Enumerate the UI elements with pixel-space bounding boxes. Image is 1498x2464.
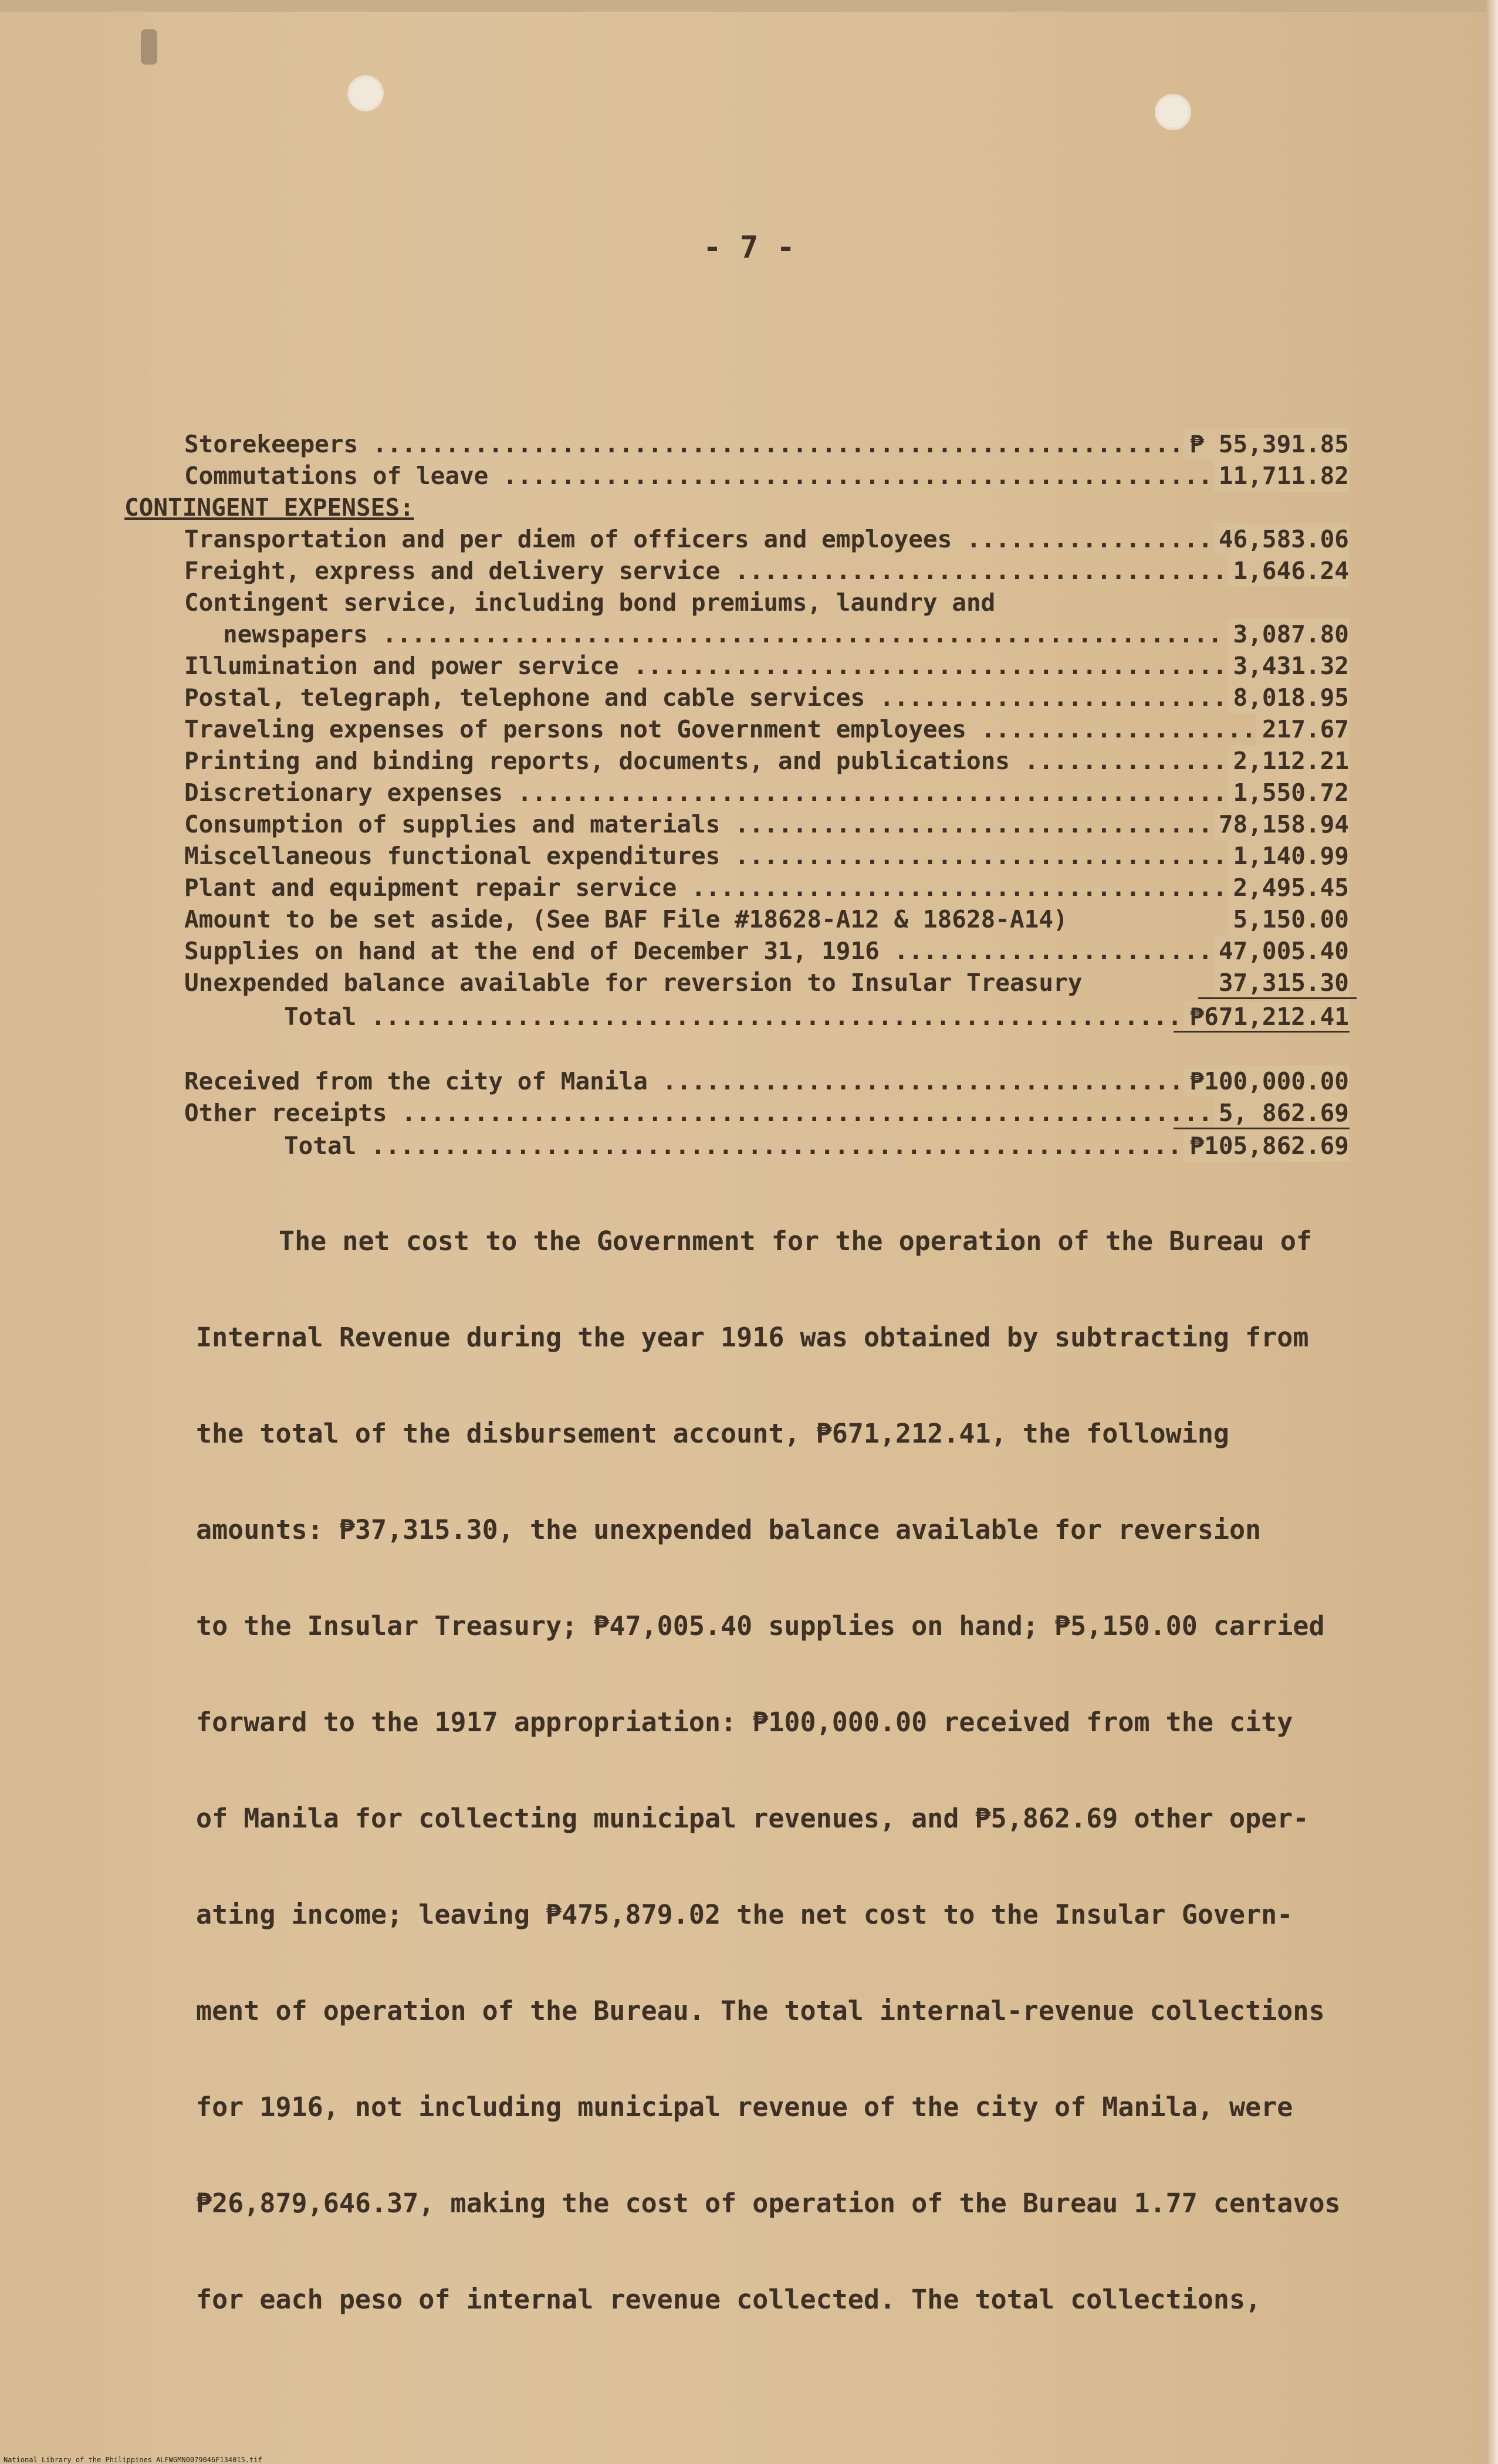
ledger-label: Traveling expenses of persons not Government employees ..... bbox=[184, 713, 1349, 745]
receipt-amount: ₱105,862.69 bbox=[1183, 1130, 1349, 1162]
punch-hole-right bbox=[1155, 94, 1191, 130]
ledger-amount: 8,018.95 bbox=[1228, 682, 1349, 713]
ledger-amount: ₱671,212.41 bbox=[1183, 1001, 1349, 1033]
ledger-label: Plant and equipment repair service ..... bbox=[184, 872, 1349, 903]
ledger-row bbox=[184, 428, 1349, 460]
page-number: - 7 - bbox=[703, 230, 795, 265]
receipt-label: Total ..... bbox=[284, 1130, 1349, 1162]
ledger-row bbox=[184, 903, 1349, 935]
receipt-label: Received from the city of Manila ..... bbox=[184, 1065, 1349, 1097]
paragraph-line: Internal Revenue during the year 1916 was obtained by subtracting from bbox=[196, 1322, 1309, 1353]
paragraph-line: forward to the 1917 appropriation: ₱100,000.00 received from the city bbox=[196, 1707, 1293, 1738]
ledger-label: Freight, express and delivery service ..... bbox=[184, 555, 1349, 587]
paragraph-line: to the Insular Treasury; ₱47,005.40 supplies on hand; ₱5,150.00 carried bbox=[196, 1610, 1325, 1641]
receipt-row bbox=[184, 1097, 1349, 1129]
ledger-label: Illumination and power service ..... bbox=[184, 650, 1349, 682]
ledger-row bbox=[184, 777, 1349, 808]
ledger-amount: ₱ 55,391.85 bbox=[1183, 428, 1349, 460]
ledger-amount: 2,495.45 bbox=[1228, 872, 1349, 903]
ledger-row bbox=[184, 555, 1349, 587]
section-heading: CONTINGENT EXPENSES: bbox=[124, 493, 414, 522]
ledger-label: Storekeepers ..... bbox=[184, 428, 1349, 460]
ledger-label: Printing and binding reports, documents, and publications ..... bbox=[184, 745, 1349, 777]
receipt-amount: 5, 862.69 bbox=[1213, 1097, 1349, 1129]
ledger-row bbox=[184, 460, 1349, 492]
receipt-label: Other receipts ..... bbox=[184, 1097, 1349, 1129]
ledger-label: Contingent service, including bond premiums, laundry and bbox=[184, 588, 996, 617]
ledger-row bbox=[184, 840, 1349, 872]
ink-smudge bbox=[141, 29, 157, 65]
ledger-amount: 217.67 bbox=[1256, 713, 1349, 745]
ledger-amount: 5,150.00 bbox=[1228, 903, 1349, 935]
ledger-row bbox=[184, 650, 1349, 682]
ledger-amount: 3,087.80 bbox=[1228, 618, 1349, 650]
ledger-label: Consumption of supplies and materials ..... bbox=[184, 808, 1349, 840]
ledger-row bbox=[184, 935, 1349, 967]
ledger-label: Unexpended balance available for reversion to Insular Treasury bbox=[184, 969, 1083, 997]
receipt-row-total bbox=[284, 1130, 1349, 1162]
paragraph-line: ment of operation of the Bureau. The total internal-revenue collections bbox=[196, 1995, 1325, 2026]
total-rule bbox=[1174, 1031, 1350, 1033]
paragraph-line: the total of the disbursement account, ₱671,212.41, the following bbox=[196, 1418, 1229, 1449]
receipts-rule bbox=[1174, 1128, 1350, 1129]
ledger-row bbox=[184, 523, 1349, 555]
ledger-amount: 1,550.72 bbox=[1228, 777, 1349, 808]
paragraph-line: The net cost to the Government for the operation of the Bureau of bbox=[279, 1226, 1312, 1257]
paragraph-line: ating income; leaving ₱475,879.02 the net cost to the Insular Govern- bbox=[196, 1899, 1293, 1930]
ledger-label: newspapers ..... bbox=[223, 618, 1349, 650]
ledger-label: Commutations of leave ..... bbox=[184, 460, 1349, 492]
ledger-label: Postal, telegraph, telephone and cable services ..... bbox=[184, 682, 1349, 713]
ledger-amount: 2,112.21 bbox=[1228, 745, 1349, 777]
archive-footer: National Library of the Philippines ALFWGMN0079046F134015.tif bbox=[4, 2456, 262, 2464]
ledger-amount: 37,315.30 bbox=[1213, 967, 1349, 999]
ledger-label: Total ..... bbox=[284, 1001, 1349, 1033]
ledger-label: Supplies on hand at the end of December 31, 1916 ..... bbox=[184, 935, 1349, 967]
paragraph-line: for 1916, not including municipal revenue of the city of Manila, were bbox=[196, 2091, 1293, 2123]
ledger-label: Miscellaneous functional expenditures ..... bbox=[184, 840, 1349, 872]
ledger-row bbox=[184, 587, 1349, 618]
ledger-row-total bbox=[284, 1001, 1349, 1033]
ledger-row bbox=[184, 745, 1349, 777]
ledger-row bbox=[184, 967, 1349, 999]
page-edge bbox=[1486, 0, 1498, 2464]
ledger-row bbox=[184, 808, 1349, 840]
receipt-row bbox=[184, 1065, 1349, 1097]
punch-hole-left bbox=[347, 75, 384, 111]
ledger-label: Amount to be set aside, (See BAF File #18628-A12 & 18628-A14) bbox=[184, 905, 1068, 933]
ledger-amount: 11,711.82 bbox=[1213, 460, 1349, 492]
ledger-row bbox=[223, 618, 1349, 650]
ledger-amount: 1,140.99 bbox=[1228, 840, 1349, 872]
paragraph-line: of Manila for collecting municipal revenues, and ₱5,862.69 other oper- bbox=[196, 1803, 1309, 1834]
ledger-amount: 46,583.06 bbox=[1213, 523, 1349, 555]
ledger-amount: 1,646.24 bbox=[1228, 555, 1349, 587]
paragraph-line: ₱26,879,646.37, making the cost of operation of the Bureau 1.77 centavos bbox=[196, 2188, 1341, 2219]
ledger-amount: 78,158.94 bbox=[1213, 808, 1349, 840]
ledger-label: Transportation and per diem of officers and employees ..... bbox=[184, 523, 1349, 555]
ledger-row bbox=[184, 872, 1349, 903]
ledger-label: Discretionary expenses ..... bbox=[184, 777, 1349, 808]
ledger-amount: 3,431.32 bbox=[1228, 650, 1349, 682]
subtotal-rule bbox=[1198, 997, 1357, 999]
paragraph-line: for each peso of internal revenue collected. The total collections, bbox=[196, 2284, 1262, 2315]
receipt-amount: ₱100,000.00 bbox=[1183, 1065, 1349, 1097]
paragraph-line: amounts: ₱37,315.30, the unexpended balance available for reversion bbox=[196, 1514, 1262, 1545]
ledger-amount: 47,005.40 bbox=[1213, 935, 1349, 967]
ledger-row bbox=[184, 682, 1349, 713]
ledger-row bbox=[184, 713, 1349, 745]
